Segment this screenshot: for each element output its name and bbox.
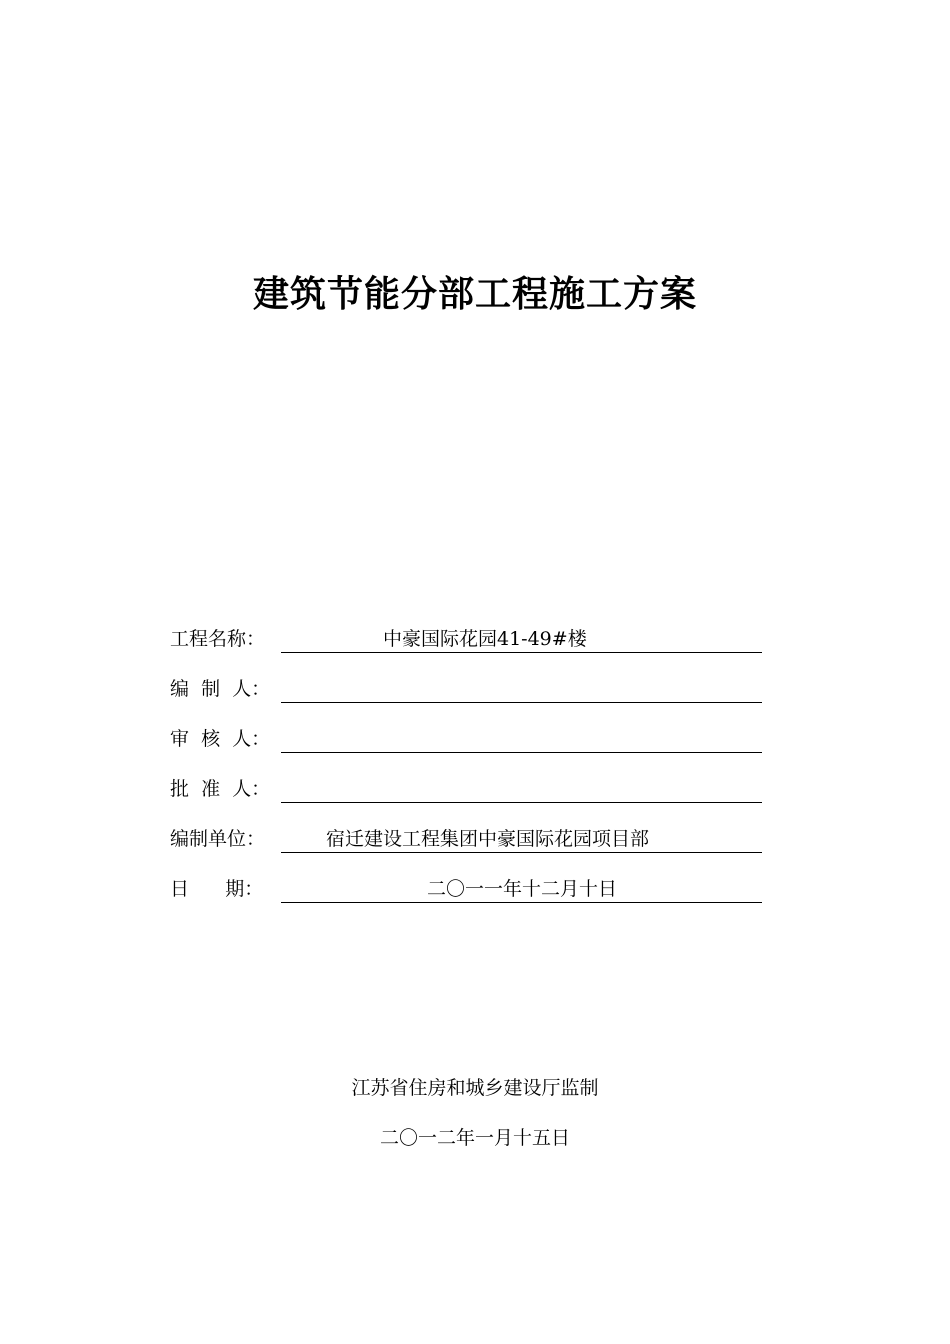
field-label: 日 期： xyxy=(170,878,264,900)
field-underline xyxy=(281,776,762,803)
issuer-line: 江苏省住房和城乡建设厅监制 xyxy=(351,1077,599,1099)
field-label: 审 核 人： xyxy=(170,728,271,750)
field-underline xyxy=(281,676,762,703)
field-label: 编 制 人： xyxy=(170,678,271,700)
field-date xyxy=(170,876,762,906)
field-label: 批 准 人： xyxy=(170,778,271,800)
field-underline xyxy=(281,726,762,753)
field-compiling-unit xyxy=(170,826,762,856)
field-underline xyxy=(281,876,762,903)
field-label: 工程名称： xyxy=(170,628,266,650)
field-underline xyxy=(281,826,762,853)
field-value: 二〇一一年十二月十日 xyxy=(427,878,618,900)
field-reviewer xyxy=(170,726,762,756)
field-underline xyxy=(281,626,762,653)
field-value: 宿迁建设工程集团中豪国际花园项目部 xyxy=(326,828,650,850)
field-compiler xyxy=(170,676,762,706)
field-value: 中豪国际花园41-49#楼 xyxy=(383,628,587,650)
document-title: 建筑节能分部工程施工方案 xyxy=(252,274,697,315)
field-label: 编制单位： xyxy=(170,828,266,850)
field-approver xyxy=(170,776,762,806)
field-project-name xyxy=(170,626,762,656)
issue-date: 二〇一二年一月十五日 xyxy=(379,1127,570,1149)
